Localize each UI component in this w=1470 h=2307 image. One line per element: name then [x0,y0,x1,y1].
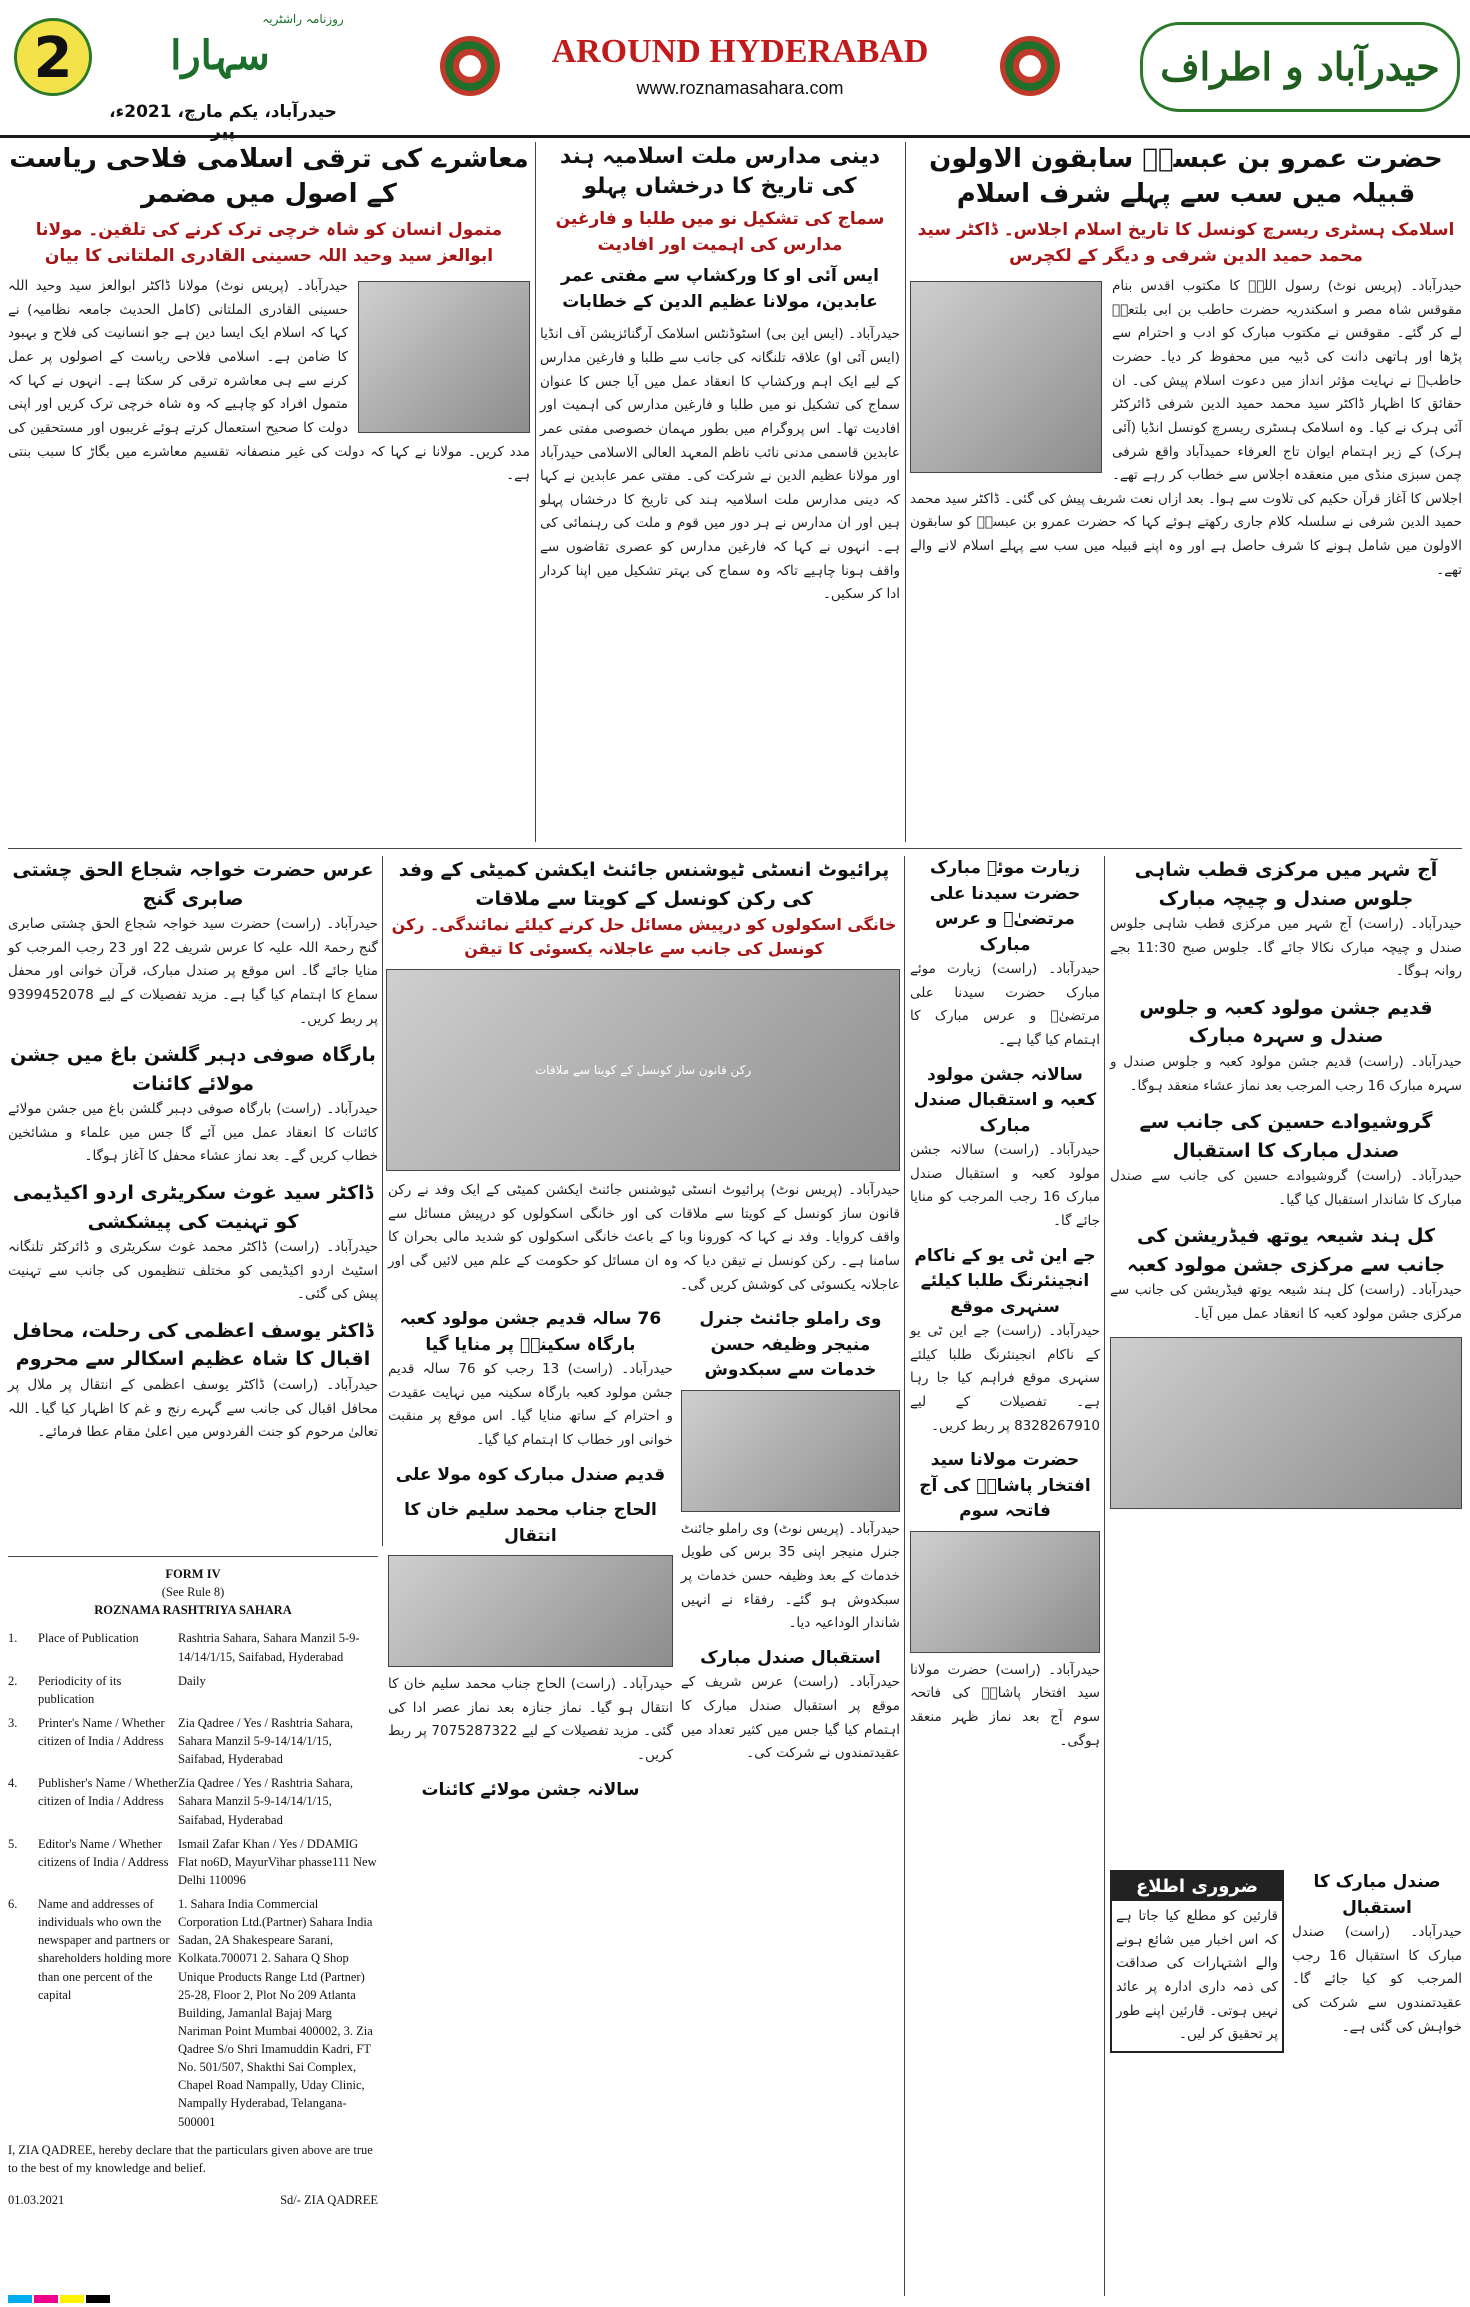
story-subhead-2: ایس آئی او کا ورکشاپ سے مفتی عمر عابدین، مولانا عظیم الدین کے خطابات [561,266,879,312]
news-body: حیدرآباد۔ (راست) ڈاکٹر یوسف اعظمی کے انتقال پر ملال پر محافل اقبال کی جانب سے گہرے رنج و غم کا اظہار کیا گیا۔ اللہ تعالیٰ مرحوم کو جنت الفردوس میں اعلیٰ مقام عطا فرمائے۔ [8,1376,378,1441]
form-iv [8,1556,378,2296]
photo-caption: رکن قانون ساز کونسل کے کویتا سے ملاقات [534,1063,752,1077]
right-column [1110,856,1462,1856]
form-declaration: I, ZIA QADREE, hereby declare that the particulars given above are true to the best of my knowledge and belief. [8,2142,373,2175]
news-body: حیدرآباد۔ (راست) الحاج جناب محمد سلیم خان کا انتقال ہو گیا۔ نماز جنازہ بعد نماز عصر ادا کی گئی۔ مزید تفصیلات کے لیے 7075287322 پر ربط کریں۔ [388,1676,673,1763]
news-headline: سالانہ جشن مولود کعبہ و استقبال صندل مبارک [913,1064,1097,1136]
news-headline: بارگاہ صوفی دہبر گلشن باغ میں جشن مولائے کائنات [10,1044,376,1095]
notice-title: ضروری اطلاع [1112,1872,1282,1901]
masthead-tag: روزنامہ راشٹریہ [262,12,344,26]
middle-column [388,856,900,2296]
news-headline: حضرت مولانا سید افتخار پاشاہؒ کی آج فاتحہ سوم [919,1450,1091,1522]
news-item [681,1307,900,1803]
story-body: حیدرآباد۔ (ایس این بی) اسٹوڈنٹس اسلامک آرگنائزیشن آف انڈیا (ایس آئی او) علاقہ تلنگانہ کی جانب سے طلبا و فارغین مدارس کے لیے ایک اہم ورکشاپ کا انعقاد عمل میں آیا جس کا عنوان سماج کی تشکیل نو میں طلبا و فارغین مدارس کی اہمیت اور افادیت تھا۔ اس پروگرام میں بطور مہمان خصوصی مفتی عمر عابدین قاسمی مدنی نائب ناظم المعہد العالی الاسلامی حیدرآباد اور مولانا عظیم الدین نے شرکت کی۔ مفتی عمر عابدین نے کہا کہ دینی مدارس ملت اسلامیہ ہند کی تاریخ کا درخشاں پہلو ہیں اور ان مدارس نے ہر دور میں قوم و ملت کی رہنمائی کی ہے۔ انہوں نے کہا کہ فارغین مدارس کو عصری تقاضوں سے واقف ہونا چاہیے تاکہ وہ سماج کی بہتر تشکیل میں اپنا کردار ادا کر سکیں۔ [540,326,900,603]
news-headline: زیارت موئے مبارک حضرت سیدنا علی مرتضیٰؓ و عرس مبارک [929,858,1081,955]
bottom-right-block [1110,1870,1462,2290]
news-body: حیدرآباد۔ (راست) سالانہ جشن مولود کعبہ و استقبال صندل مبارک 16 رجب المرجب کو منایا جائے گا۔ [910,1142,1100,1229]
speaker-photo [910,281,1102,473]
form-paper: ROZNAMA RASHTRIYA SAHARA [94,1603,292,1618]
news-headline: 76 سالہ قدیم جشن مولود کعبہ بارگاہ سکینہؑ پر منایا گیا [399,1309,662,1355]
news-body: حیدرآباد۔ (راست) حضرت سید خواجہ شجاع الحق چشتی صابری گنج رحمۃ اللہ علیہ کا عرس شریف 22 اور 23 رجب المرجب کو منایا جائے گا۔ اس موقع پر صندل مبارک، قرآن خوانی اور محفل سماع کا اہتمام کیا گیا ہے۔ مزید تفصیلات کے لیے 9399452078 پر ربط کریں۔ [8,916,378,1027]
news-item [8,1041,378,1169]
news-body: حیدرآباد۔ (راست) گروشیوادے حسین کی جانب سے صندل مبارک کا شاندار استقبال کیا گیا۔ [1110,1168,1462,1208]
notice-body: قارئین کو مطلع کیا جاتا ہے کہ اس اخبار میں شائع ہونے والے اشتہارات کی صداقت کی ذمہ داری ادارہ پر عائد نہیں ہوتی۔ قارئین اپنے طور پر تحقیق کر لیں۔ [1116,1908,1278,2043]
form-row: 1. Place of Publication Rashtria Sahara, Sahara Manzil 5-9-14/14/1/15, Saifabad, Hyderabad [8,1631,360,1664]
story-headline: معاشرے کی ترقی اسلامی فلاحی ریاست کے اصول میں مضمر [9,144,529,210]
news-headline: ڈاکٹر یوسف اعظمی کی رحلت، محافل اقبال کا شاہ عظیم اسکالر سے محروم [12,1319,374,1371]
emblem-icon [440,36,500,96]
news-item [1110,1222,1462,1326]
news-body: حیدرآباد۔ (راست) عرس شریف کے موقع پر استقبال صندل مبارک کا اہتمام کیا گیا جس میں کثیر تعداد میں عقیدتمندوں نے شرکت کی۔ [680,1674,900,1762]
news-headline: ڈاکٹر سید غوث سکریٹری اردو اکیڈیمی کو تہنیت کی پیشکشی [12,1182,374,1233]
person-photo [910,1531,1100,1653]
section-divider [8,848,1462,849]
news-headline: قدیم جشن مولود کعبہ و جلوس صندل و سہرہ مبارک [1139,996,1433,1048]
news-item [910,1244,1100,1439]
news-item [1110,856,1462,984]
news-item [8,856,378,1031]
section-title: AROUND HYDERABAD [551,33,929,70]
story-subhead: متمول انسان کو شاہ خرچی ترک کرنے کی تلقین۔ مولانا ابوالعز سید وحید اللہ حسینی القادری الملتانی کا بیان [35,220,503,266]
news-body: حیدرآباد۔ (راست) صندل مبارک کا استقبال 16 رجب المرجب کو کیا جائے گا۔ عقیدتمندوں سے شرکت کی خواہش کی گئی ہے۔ [1292,1924,1462,2035]
column-divider [904,856,905,2296]
news-item [1292,1870,1462,2053]
news-item [910,1448,1100,1753]
news-headline: عرس حضرت خواجہ شجاع الحق چشتی صابری گنج [12,859,374,910]
news-body: حیدرآباد۔ (راست) بارگاہ صوفی دہبر گلشن باغ میں جشن مولائے کائنات کا انعقاد عمل میں آئے گا جس میں علماء و مشائخین خطاب کریں گے۔ بعد نماز عشاء محفل کا آغاز ہوگا۔ [8,1101,378,1165]
color-registration-bar [8,2288,208,2298]
story-body: حیدرآباد۔ (پریس نوٹ) مولانا ڈاکٹر ابوالعز سید وحید اللہ حسینی القادری الملتانی (کامل الحدیث جامعہ نظامیہ) نے کہا کہ اسلام ایک ایسا دین ہے جو انسانیت کی فلاح و بہبود کا ضامن ہے۔ اسلامی فلاحی ریاست کے اصولوں پر عمل کرنے سے ہی معاشرہ ترقی کر سکتا ہے۔ انہوں نے کہا کہ متمول افراد کو چاہیے کہ وہ شاہ خرچی ترک کریں اور اپنی دولت کا صحیح استعمال کرتے ہوئے غریبوں اور مستحقین کی مدد کریں۔ مولانا نے کہا کہ دولت کی غیر منصفانہ تقسیم معاشرے میں بگاڑ کا سبب بنتی ہے۔ [8,278,530,484]
news-item [1110,1108,1462,1212]
story-subhead: سماج کی تشکیل نو میں طلبا و فارغین مدارس کی اہمیت اور افادیت [555,209,885,255]
story-headline: دینی مدارس ملت اسلامیہ ہند کی تاریخ کا درخشاں پہلو [559,144,881,199]
event-photo [1110,1337,1462,1509]
form-row: 3. Printer's Name / Whether citizen of India / Address Zia Qadree / Yes / Rashtria Sahara, Sahara Manzil 5-9-14/14/1/15, Saifabad, Hyderabad [8,1715,353,1767]
column-divider [535,142,536,842]
news-headline: سالانہ جشن مولائے کائنات [421,1779,640,1800]
news-headline: استقبال صندل مبارک [700,1647,881,1668]
news-headline: کل ہند شیعہ یوتھ فیڈریشن کی جانب سے مرکزی جشن مولود کعبہ [1126,1225,1446,1276]
news-headline: صندل مبارک کا استقبال [1313,1872,1441,1918]
person-photo [388,1555,673,1667]
story-headline: حضرت عمرو بن عبسہؓ سابقون الاولون قبیلہ میں سب سے پہلے شرف اسلام [929,144,1443,210]
top-story-right [910,142,1462,842]
masthead-title: سہارا [170,32,270,79]
right-mid-column [910,856,1100,2296]
news-body: حیدرآباد۔ (راست) قدیم جشن مولود کعبہ و جلوس صندل و سہرہ مبارک 16 رجب المرجب بعد نماز عشاء منعقد ہوگا۔ [1110,1053,1462,1094]
masthead-block [8,6,348,142]
emblem-icon [1000,36,1060,96]
top-story-middle [540,142,900,842]
news-body: حیدرآباد۔ (راست) زیارت موئے مبارک حضرت سیدنا علی مرتضیٰؓ و عرس مبارک کا اہتمام کیا گیا ہے۔ [910,961,1100,1048]
news-body: حیدرآباد۔ (راست) 13 رجب کو 76 سالہ قدیم جشن مولود کعبہ بارگاہ سکینہ میں نہایت عقیدت و احترام کے ساتھ منایا گیا۔ اس موقع پر منقبت خوانی اور خطاب کا اہتمام کیا گیا۔ [388,1361,673,1448]
news-headline: آج شہر میں مرکزی قطب شاہی جلوس صندل و چیچہ مبارک [1134,859,1438,910]
news-item [910,856,1100,1053]
form-row: 4. Publisher's Name / Whether citizen of India / Address Zia Qadree / Yes / Rashtria Sahara, Sahara Manzil 5-9-14/14/1/15, Saifabad, Hyderabad [8,1776,353,1827]
group-photo [386,969,900,1171]
date-line: حیدرآباد، یکم مارچ، 2021ء، پیر [109,102,337,142]
page-number: 2 [14,18,92,96]
story-subhead: اسلامک ہسٹری ریسرچ کونسل کا تاریخ اسلام اجلاس۔ ڈاکٹر سید محمد حمید الدین شرفی و دیگر کے لکچرس [917,220,1455,266]
column-divider [382,856,383,1546]
speaker-photo [358,281,530,433]
news-headline: جے این ٹی یو کے ناکام انجینئرنگ طلبا کیلئے سنہری موقع [914,1245,1096,1317]
news-item [8,1179,378,1307]
form-title: FORM IV [165,1567,221,1581]
news-item [910,1063,1100,1234]
story-body: حیدرآباد۔ (پریس نوٹ) رسول اللہؐ کا مکتوب اقدس بنام مقوقس شاہ مصر و اسکندریہ حضرت حاطب بن ابی بلتعہؓ لے کر گئے۔ مقوقس نے مکتوب مبارک کو ادب و احترام سے پڑھا اور ہاتھی دانت کی ڈبیہ میں محفوظ کر دیا۔ حضرت حاطبؓ نے نہایت مؤثر انداز میں دعوت اسلام پیش کی۔ ان حقائق کا اظہار ڈاکٹر سید محمد حمید الدین شرفی ڈائرکٹر آئی ہرک نے کیا۔ وہ اسلامک ہسٹری ریسرچ کونسل انڈیا (آئی ہرک) کے زیر اہتمام ایوان تاج العرفاء حمیدآباد واقع شرفی چمن سبزی منڈی میں منعقدہ اجلاس سے خطاب کر رہے تھے۔ اجلاس کا آغاز قرآن حکیم کی تلاوت سے ہوا۔ بعد ازاں نعت شریف پیش کی گئی۔ ڈاکٹر سید محمد حمید الدین شرفی نے سلسلہ کلام جاری رکھتے ہوئے کہا کہ حضرت عمرو بن عبسہؓ کو سابقون الاولون میں شامل ہونے کا شرف حاصل ہے اور وہ اپنے قبیلہ میں سب سے پہلے اسلام لانے والے تھے۔ [910,278,1462,578]
news-body: حیدرآباد۔ (راست) حضرت مولانا سید افتخار پاشاہؒ کی فاتحہ سوم آج بعد نماز ظہر منعقد ہوگی۔ [910,1661,1100,1749]
news-body: حیدرآباد۔ (راست) ڈاکٹر محمد غوث سکریٹری و ڈائرکٹر تلنگانہ اسٹیٹ اردو اکیڈیمی کو مختلف تنظیموں کی جانب سے تہنیت پیش کی گئی۔ [8,1239,378,1303]
website-link[interactable]: www.roznamasahara.com [636,78,844,98]
news-body: حیدرآباد۔ (راست) آج شہر میں مرکزی قطب شاہی جلوس صندل و چیچہ مبارک نکالا جائے گا۔ جلوس صبح 11:30 بجے روانہ ہوگا۔ [1110,916,1462,980]
top-story-left [8,142,530,842]
form-signature: Sd/- ZIA QADREE [280,2192,378,2207]
news-item [8,1317,378,1445]
column-divider [1104,856,1105,2296]
person-photo [681,1390,900,1512]
form-rule: (See Rule 8) [161,1585,225,1600]
page-header [0,0,1470,142]
news-body: حیدرآباد۔ (پریس نوٹ) وی راملو جائنٹ جنرل منیجر اپنی 35 برس کی طویل خدمات کے بعد وظیفہ حسن خدمات پر سبکدوش ہو گئے۔ رفقاء نے انہیں شاندار الوداعیہ دیا۔ [680,1520,900,1632]
news-headline: الحاج جناب محمد سلیم خان کا انتقال [404,1500,657,1546]
form-row: 5. Editor's Name / Whether citizens of India / Address Ismail Zafar Khan / Yes / DDAMIG Flat no6D, MayurVihar phasse111 New Delhi 110096 [8,1836,377,1887]
urdu-section-title: حیدرآباد و اطراف [1140,22,1460,112]
news-headline: قدیم صندل مبارک کوہ مولا علی [395,1464,666,1485]
news-subhead: خانگی اسکولوں کو درپیش مسائل حل کرنے کیلئے نمائندگی۔ رکن کونسل کی جانب سے عاجلانہ یکسوئی کا تیقن [391,915,897,958]
left-column [8,856,378,1546]
column-divider [905,142,906,842]
news-body: حیدرآباد۔ (راست) کل ہند شیعہ یوتھ فیڈریشن کی جانب سے مرکزی جشن مولود کعبہ کا انعقاد عمل میں آیا۔ [1110,1282,1462,1322]
news-headline: وی راملو جائنٹ جنرل منیجر وظیفہ حسن خدمات سے سبکدوش [699,1309,882,1381]
news-headline: گروشیوادے حسین کی جانب سے صندل مبارک کا استقبال [1139,1111,1433,1162]
news-body: حیدرآباد۔ (راست) جے این ٹی یو کے ناکام انجینئرنگ طلبا کیلئے سنہری موقع فراہم کیا جا رہا ہے۔ تفصیلات کے لیے 8328267910 پر ربط کریں۔ [910,1323,1100,1434]
notice-box [1110,1870,1284,2053]
form-date: 01.03.2021 [8,2192,65,2207]
news-body: حیدرآباد۔ (پریس نوٹ) پرائیوٹ انسٹی ٹیوشنس جائنٹ ایکشن کمیٹی کے ایک وفد نے رکن قانون ساز کونسل کے کویتا سے ملاقات کی اور خانگی اسکولوں کو درپیش مسائل سے واقف کروایا۔ وفد نے کہا کہ کورونا وبا کے باعث خانگی اسکولوں کو شدید مالی بحران کا سامنا ہے۔ رکن کونسل نے تیقن دیا کہ وہ ان مسائل کو حکومت کے علم میں لائیں گی اور عاجلانہ یکسوئی کی کوشش کریں گی۔ [388,1182,900,1293]
news-item [388,1307,673,1803]
news-item [1110,994,1462,1098]
form-row: 2. Periodicity of its publication Daily [8,1673,206,1706]
news-headline: پرائیوٹ انسٹی ٹیوشنس جائنٹ ایکشن کمیٹی کے وفد کی رکن کونسل کے کویتا سے ملاقات [398,859,890,910]
form-row: 6. Name and addresses of individuals who own the newspaper and partners or shareholders holding more than one percent of the capital 1. Sahara India Commercial Corporation Ltd.(Partner) Sahara India Sadan, 2A Shakespeare Sarani, Kolkata.700071 2. Sahara Q Shop Unique Products Range Ltd (Partner) 25-28, Floor 2, Plot No 209 Atlanta Building, Jamanlal Bajaj Marg Nariman Point Mumbai 400002, 3. Zia Qadree S/o Shri Imamuddin Kadri, FT No. 501/507, Shakthi Sai Complex, Chapel Road Nampally, Uday Clinic, Nampally Hyderabad, Telangana-500001 [8,1897,373,2129]
